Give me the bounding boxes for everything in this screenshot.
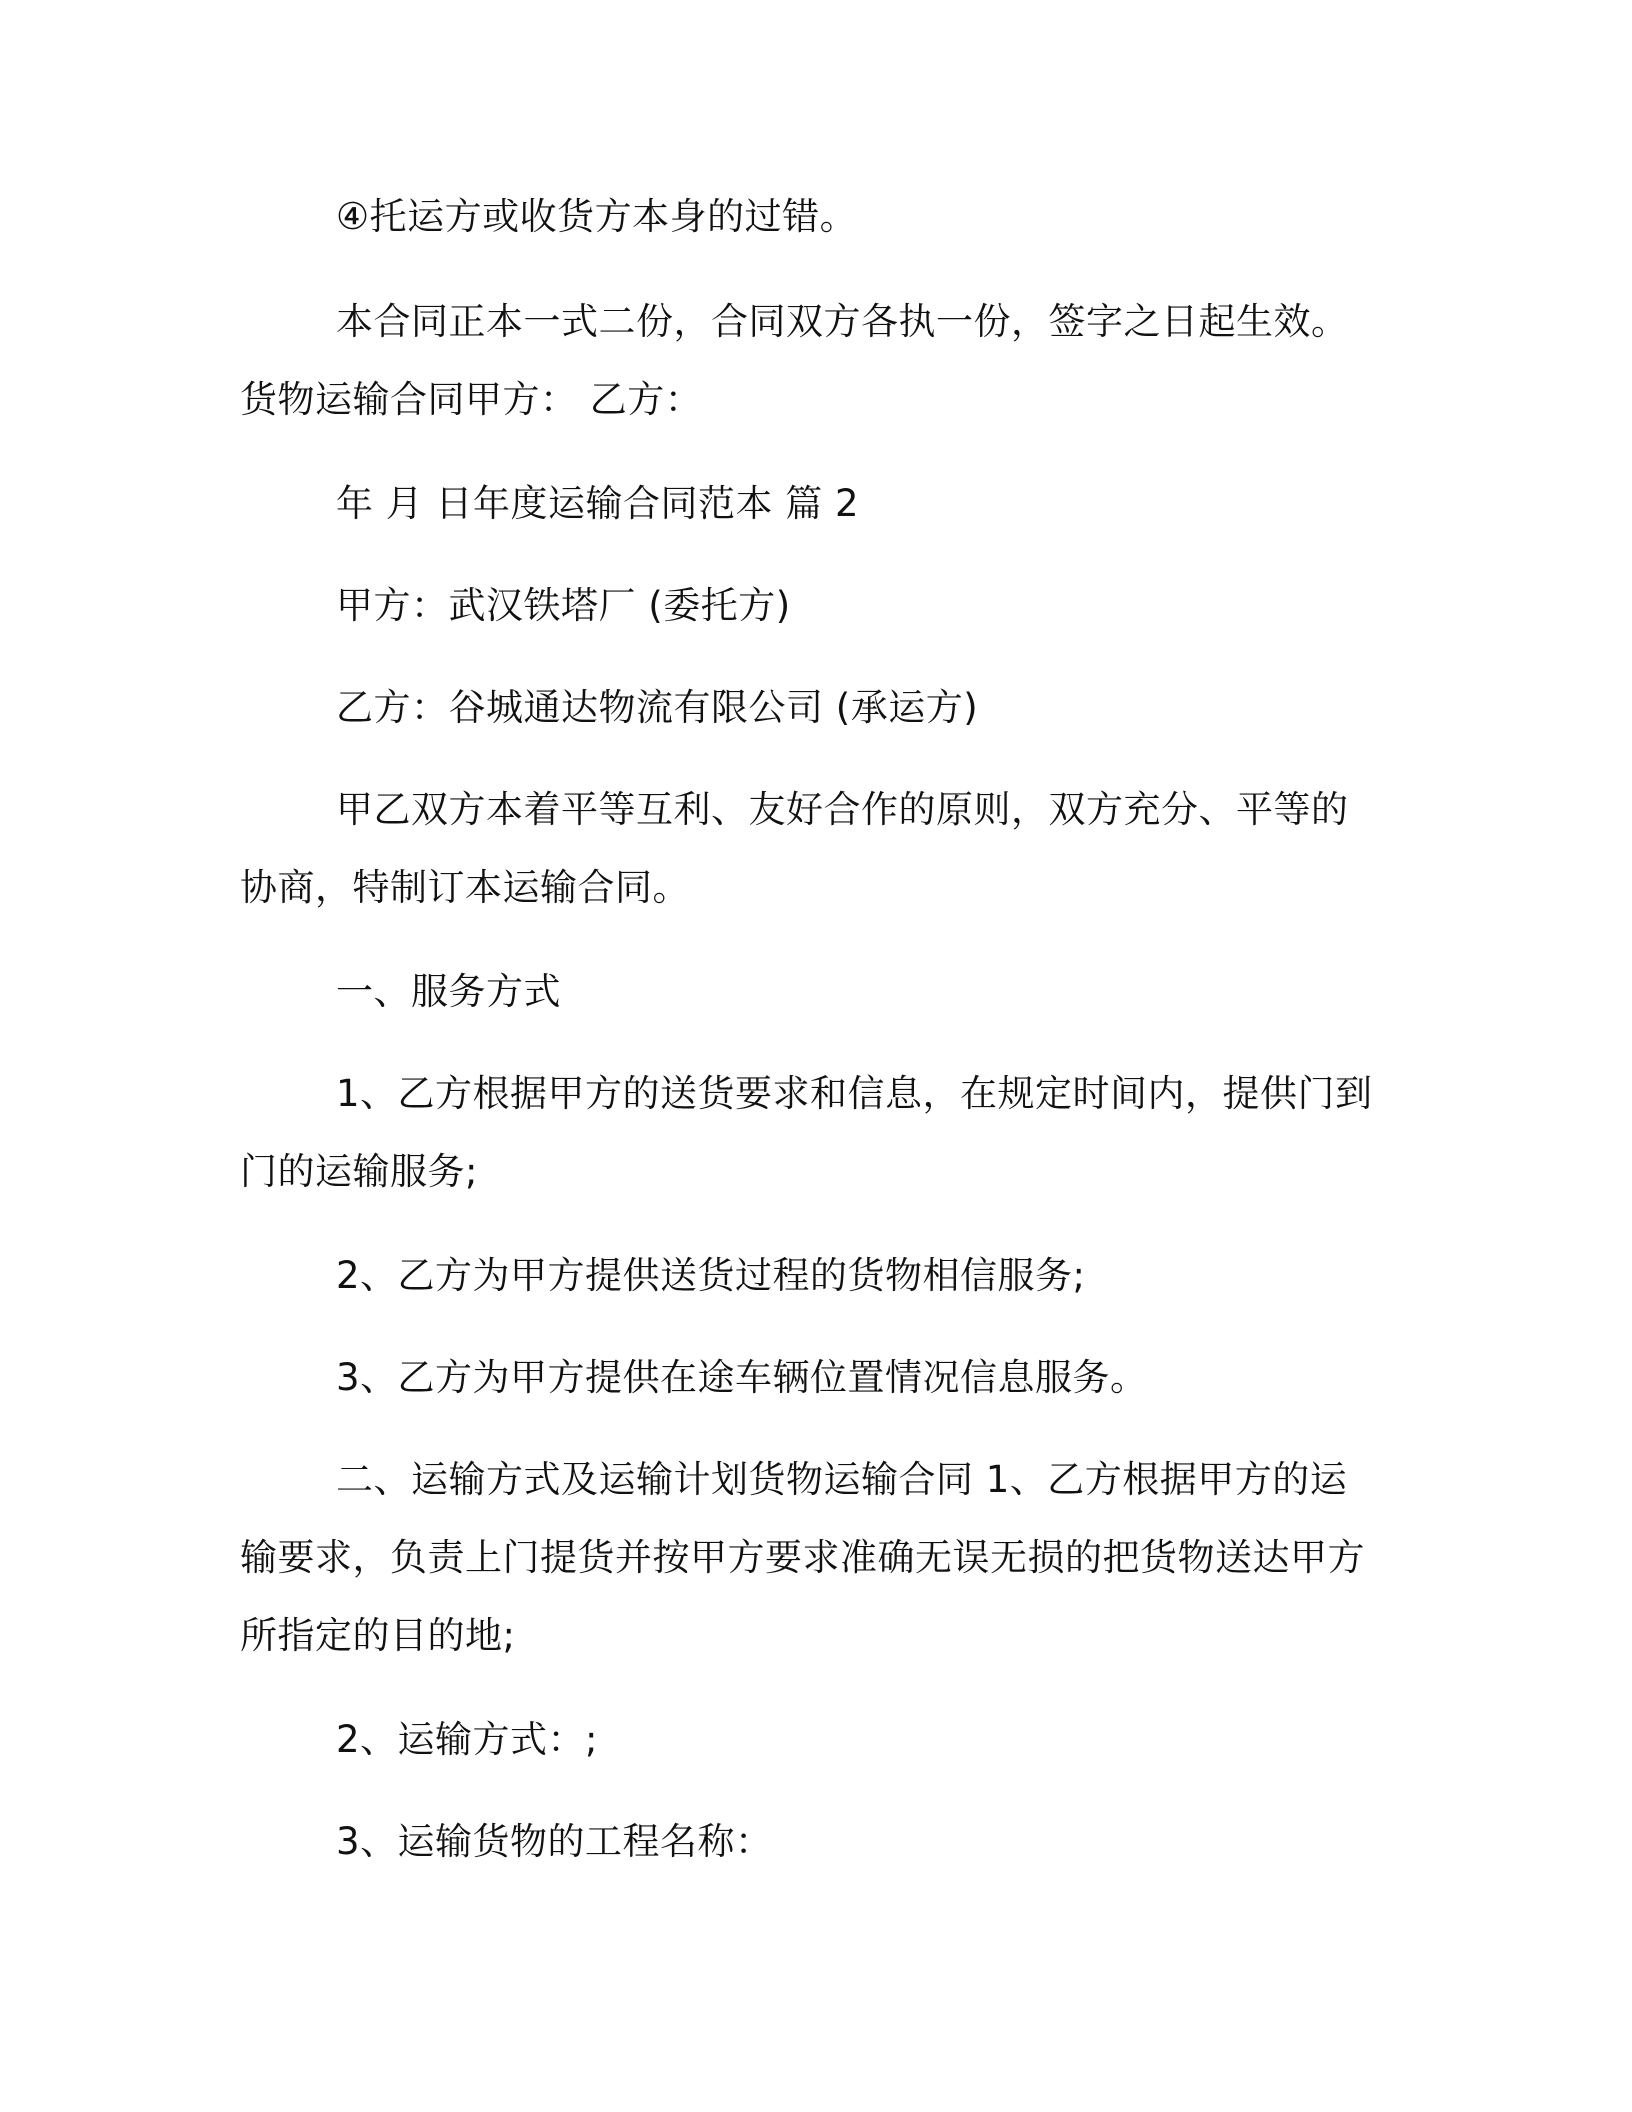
paragraph-party-a: 甲方：武汉铁塔厂 (委托方) [336, 584, 791, 627]
paragraph-party-b: 乙方：谷城通达物流有限公司 (承运方) [336, 686, 979, 729]
paragraph-service-item-1: 1、乙方根据甲方的送货要求和信息，在规定时间内，提供门到门的运输服务; [240, 1072, 1373, 1193]
paragraph-transport-method: 二、运输方式及运输计划货物运输合同 1、乙方根据甲方的运输要求，负责上门提货并按甲方要求准确无误无损的把货物送达甲方所指定的目的地; [240, 1458, 1365, 1657]
paragraph-service-item-2: 2、乙方为甲方提供送货过程的货物相信服务; [336, 1254, 1086, 1297]
paragraph-transport-mode: 2、运输方式：; [336, 1718, 599, 1761]
paragraph-project-name: 3、运输货物的工程名称： [336, 1820, 773, 1863]
paragraph-fault-clause: ④托运方或收货方本身的过错。 [336, 195, 858, 238]
heading-service-method: 一、服务方式 [336, 970, 561, 1013]
paragraph-contract-copies: 本合同正本一式二份，合同双方各执一份，签字之日起生效。货物运输合同甲方： 乙方： [240, 300, 1349, 421]
paragraph-service-item-3: 3、乙方为甲方提供在途车辆位置情况信息服务。 [336, 1356, 1148, 1399]
paragraph-preamble: 甲乙双方本着平等互利、友好合作的原则，双方充分、平等的协商，特制订本运输合同。 [240, 788, 1349, 909]
paragraph-contract-title: 年 月 日年度运输合同范本 篇 2 [336, 482, 860, 525]
